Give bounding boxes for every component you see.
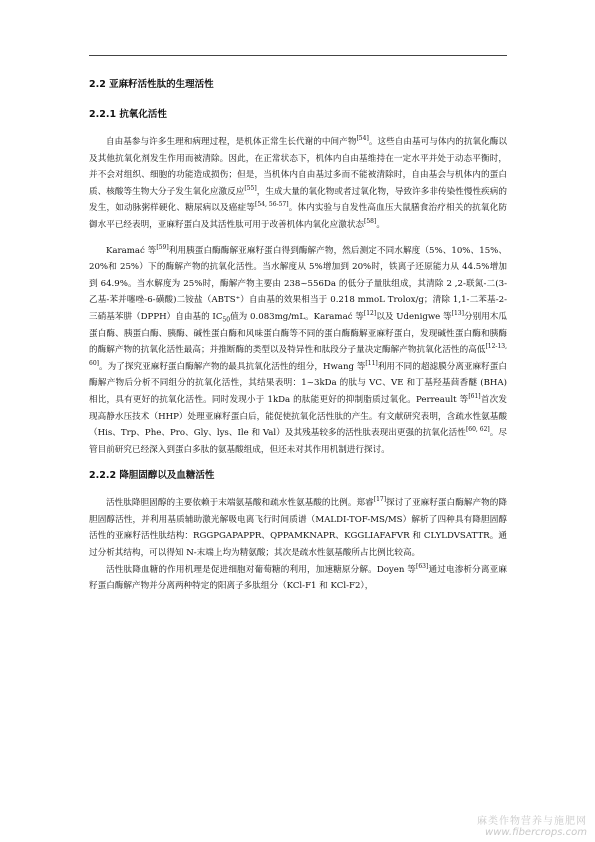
paragraph (89, 495, 507, 561)
citation-ref: [12-13, 60] (89, 343, 507, 367)
section-title: 2.2 亚麻籽活性肽的生理活性 (89, 79, 214, 90)
text-run: 利用不同的超滤膜分离亚麻籽蛋白酶解产物后分析不同组分的抗氧化活性，其结果表明：1~3kDa 的肽与 VC、VE 和丁基羟基茴香醚 (BHA) 相比，具有更好的抗氧化活性。同时发现小于 1kDa 的肽能更好的抑制脂质过氧化。Perreault 等 (89, 361, 507, 405)
watermark-title: 麻类作物营养与施肥网 (477, 816, 587, 827)
citation-ref: [12] (363, 310, 377, 318)
text-run: ，生成大量的氧化物或者过氧化物，导致许多非传染性慢性疾病的发生，如动脉粥样硬化、糖尿病以及癌症等 (89, 186, 507, 214)
citation-ref: [59] (156, 243, 169, 251)
text-run: 通过电渗析分离亚麻籽蛋白酶解产物并分离两种特定的阳离子多肽组分（KCl-F1 和 KCl-F2）， (89, 564, 507, 592)
text-run: 。体内实验与自发性高血压大鼠膳食治疗相关的抗氧化防御水平已经表明，亚麻籽蛋白及其活性肽可用于改善机体内氧化应激状态 (89, 203, 507, 230)
text-run: 探讨了亚麻籽蛋白酶解产物的降胆固醇活性，并利用基质辅助激光解吸电离飞行时间质谱（MALDI-TOF-MS/MS）解析了四种具有降胆固醇活性的亚麻籽活性肽结构：RGGPGAPAPPR、QPPAMKNAPR、KGGLIAFAFVR 和 CLYLDVSATTR。通过分析其结构，可以得知 N-末端上均为精氨酸；其次是疏水性氨基酸所占比例比较高。 (89, 498, 507, 559)
text-run: 活性肽降胆固醇的主要依赖于末端氨基酸和疏水性氨基酸的比例。郑睿 (106, 498, 374, 509)
text-run: 活性肽降血糖的作用机理是促进细胞对葡萄糖的利用，加速糖原分解。Doyen 等 (106, 564, 417, 575)
text-run: 。尽管目前研究已经深入到蛋白多肽的氨基酸组成，但还未对其作用机制进行探讨。 (89, 428, 507, 455)
citation-ref: [55] (244, 184, 257, 192)
text-run: 值为 0.083mg/mL。Karamać 等 (230, 311, 364, 322)
citation-ref: [54, 56-57] (255, 201, 289, 209)
text-run: Karamać 等 (106, 245, 157, 256)
citation-ref: [17] (373, 496, 387, 504)
document-body (89, 70, 507, 595)
citation-ref: [11] (365, 359, 378, 367)
watermark-url: www.fibercrops.com (485, 827, 587, 838)
citation-ref: [61] (468, 393, 481, 401)
citation-ref: [60, 62] (465, 426, 490, 434)
paragraph (89, 562, 507, 595)
text-run: 首次发现高静水压技术（HHP）处理亚麻籽蛋白后，能促使抗氧化活性肽的产生。有文献研究表明，含疏水性氨基酸（His、Trp、Phe、Pro、Gly、lys、Ile 和 Val）及其残基较多的活性肽表现出更强的抗氧化活性 (89, 394, 507, 439)
text-run: 。为了探究亚麻籽蛋白酶解产物的最具抗氧化活性的组分，Hwang 等 (98, 361, 366, 372)
paragraph (89, 134, 507, 234)
subscript: 50 (222, 316, 231, 324)
text-run: 。这些自由基可与体内的抗氧化酶以及其他抗氧化剂发生作用而被清除。因此，在正常状态下，机体内自由基维持在一定水平并处于动态平衡时，并不会对组织、细胞的功能造成损伤；但是，当机体内自由基过多而不能被清除时，自由基会与机体内的蛋白质、核酸等生物大分子发生氧化应激反应 (89, 137, 507, 197)
text-run: 以及 Udenigwe 等 (376, 311, 452, 322)
paragraph (89, 243, 507, 459)
subsection-title-cholesterol: 2.2.2 降胆固醇以及血糖活性 (89, 470, 215, 482)
citation-ref: [58] (364, 218, 377, 226)
header-rule (89, 55, 507, 56)
citation-ref: [13] (451, 310, 464, 318)
text-run: 分别用木瓜蛋白酶、胰蛋白酶、胰酶、碱性蛋白酶和风味蛋白酶等不同的蛋白酶酶解亚麻籽蛋白，发现碱性蛋白酶和胰酶的酶解产物的抗氧化活性最高；并推断酶的类型以及特异性和肽段分子量决定酶解产物抗氧化活性的高低 (89, 311, 508, 356)
subsection-title-antioxidant: 2.2.1 抗氧化活性 (89, 109, 167, 120)
text-run: 。 (376, 219, 385, 230)
citation-ref: [54] (356, 135, 369, 143)
citation-ref: [63] (416, 562, 429, 570)
text-run: 利用胰蛋白酶酶解亚麻籽蛋白得到酶解产物，然后测定不同水解度（5%、10%、15%、20%和 25%）下的酶解产物的抗氧化活性。当水解度从 5%增加到 20%时，铁离子还原能力从 44.5%增加到 64.9%。当水解度为 25%时，酶解产物主要由 238~556Da 的低分子量肽组成，其清除 2 ,2-联氮-二(3-乙基-苯并噻唑-6-磺酸)二铵盐（ABTS⁺）自由基的效果相当于 0.218 mmoL Trolox/g；清除 1,1-二苯基-2-三硝基苯肼（DPPH）自由基的 IC (89, 245, 508, 322)
watermark (477, 812, 587, 838)
text-run: 自由基参与许多生理和病理过程，是机体正常生长代谢的中间产物 (106, 137, 357, 147)
